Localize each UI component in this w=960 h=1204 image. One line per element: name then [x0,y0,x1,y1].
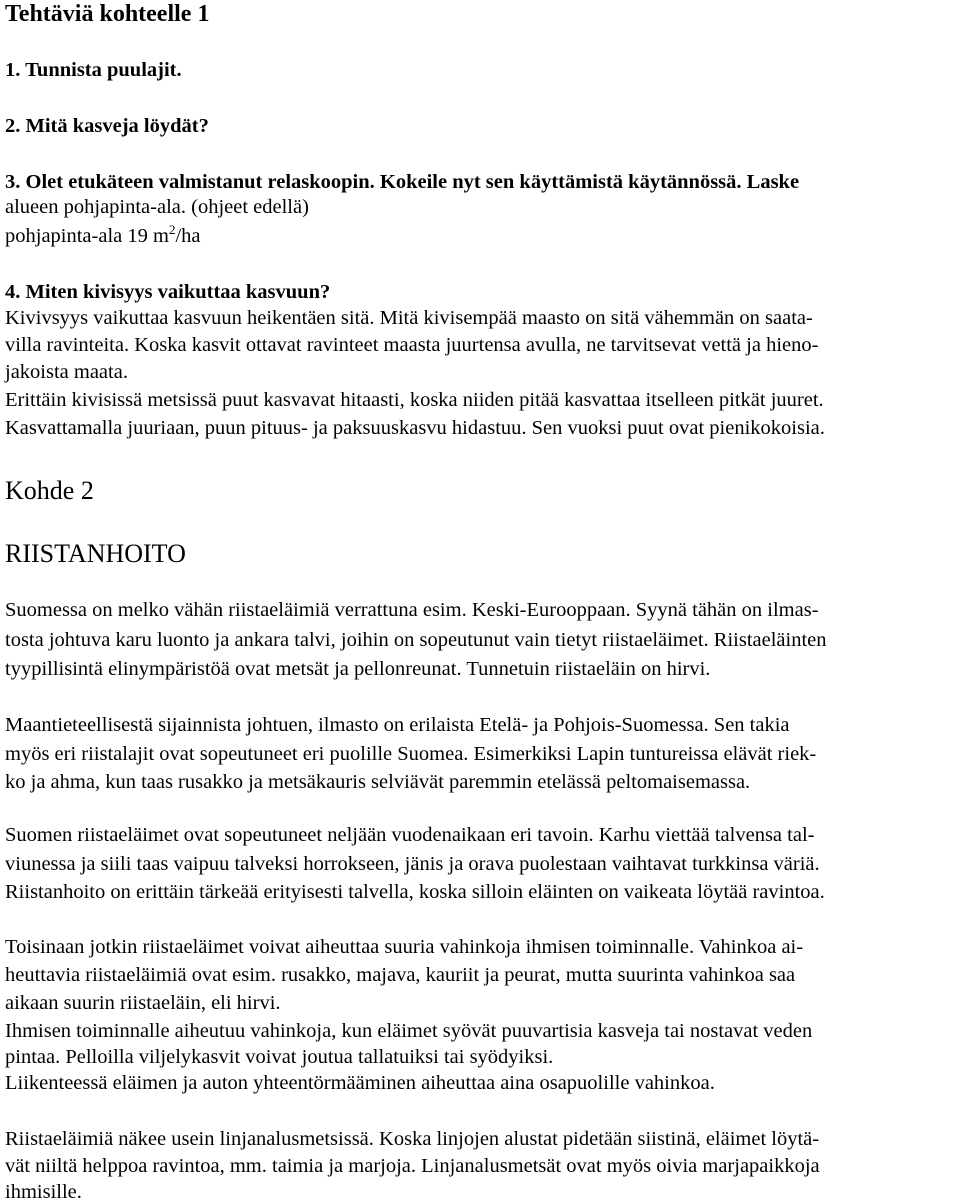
paragraph-4-line: pintaa. Pelloilla viljelykasvit voivat joutua tallatuiksi tai syödyiksi. [5,1046,554,1068]
question-3-answer [5,224,201,248]
question-1: 1. Tunnista puulajit. [5,59,182,81]
question-3-line-1: 3. Olet etukäteen valmistanut relaskoopin. Kokeile nyt sen käyttämistä käytännössä. Laske [5,171,800,193]
answer-4-line: Kasvattamalla juuriaan, puun pituus- ja paksuuskasvu hidastuu. Sen vuoksi puut ovat pienikokoisia. [5,417,825,439]
question-4: 4. Miten kivisyys vaikuttaa kasvuun? [5,281,331,303]
paragraph-4-line: heuttavia riistaeläimiä ovat esim. rusakko, majava, kauriit ja peurat, mutta suurinta vahinkoa saa [5,964,796,986]
paragraph-4-line: aikaan suurin riistaeläin, eli hirvi. [5,992,281,1014]
question-3-line-2: alueen pohjapinta-ala. (ohjeet edellä) [5,196,309,218]
answer-4-line: Erittäin kivisissä metsissä puut kasvavat hitaasti, koska niiden pitää kasvattaa itselleen pitkät juuret. [5,389,824,411]
paragraph-3-line: Suomen riistaeläimet ovat sopeutuneet neljään vuodenaikaan eri tavoin. Karhu viettää talvensa tal- [5,824,815,846]
page-title: Tehtäviä kohteelle 1 [5,1,210,27]
paragraph-1-line: Suomessa on melko vähän riistaeläimiä verrattuna esim. Keski-Eurooppaan. Syynä tähän on ilmas- [5,599,819,621]
answer-4-line: villa ravinteita. Koska kasvit ottavat ravinteet maasta juurtensa avulla, ne tarvitsevat vettä ja hieno- [5,334,819,356]
paragraph-4-line: Liikenteessä eläimen ja auton yhteentörmääminen aiheuttaa aina osapuolille vahinkoa. [5,1072,715,1094]
answer-4-line: jakoista maata. [5,361,128,383]
paragraph-5-line: Riistaeläimiä näkee usein linjanalusmetsissä. Koska linjojen alustat pidetään siistinä, eläimet löytä- [5,1128,820,1150]
paragraph-2-line: Maantieteellisestä sijainnista johtuen, ilmasto on erilaista Etelä- ja Pohjois-Suomessa. Sen takia [5,714,790,736]
paragraph-3-line: Riistanhoito on erittäin tärkeää erityisesti talvella, koska silloin eläinten on vaikeata löytää ravintoa. [5,881,825,903]
section-subheading: RIISTANHOITO [5,539,186,568]
paragraph-1-line: tosta johtuva karu luonto ja ankara talvi, joihin on sopeutunut vain tietyt riistaeläimet. Riistaeläinten [5,629,827,651]
answer-4-line: Kivivsyys vaikuttaa kasvuun heikentäen sitä. Mitä kivisempää maasto on sitä vähemmän on saata- [5,307,813,329]
paragraph-4-line: Ihmisen toiminnalle aiheutuu vahinkoja, kun eläimet syövät puuvartisia kasveja tai nostavat veden [5,1020,813,1042]
section-heading: Kohde 2 [5,476,94,505]
paragraph-3-line: viunessa ja siili taas vaipuu talveksi horrokseen, jänis ja orava puolestaan vaihtavat turkkinsa väriä. [5,853,820,875]
paragraph-4-line: Toisinaan jotkin riistaeläimet voivat aiheuttaa suuria vahinkoja ihmisen toiminnalle. Vahinkoa ai- [5,936,804,958]
paragraph-5-line: vät niiltä helppoa ravintoa, mm. taimia ja marjoja. Linjanalusmetsät ovat myös oivia marjapaikkoja [5,1155,820,1177]
paragraph-5-line: ihmisille. [5,1181,82,1203]
answer-unit: /ha [175,225,201,247]
answer-text: pohjapinta-ala 19 m [5,225,169,247]
paragraph-1-line: tyypillisintä elinympäristöä ovat metsät ja pellonreunat. Tunnetuin riistaeläin on hirvi. [5,658,711,680]
paragraph-2-line: ko ja ahma, kun taas rusakko ja metsäkauris selviävät paremmin etelässä peltomaisemassa. [5,771,751,793]
answer-superscript: 2 [168,222,176,237]
question-2: 2. Mitä kasveja löydät? [5,115,209,137]
paragraph-2-line: myös eri riistalajit ovat sopeutuneet eri puolille Suomea. Esimerkiksi Lapin tuntureissa elävät riek- [5,743,817,765]
